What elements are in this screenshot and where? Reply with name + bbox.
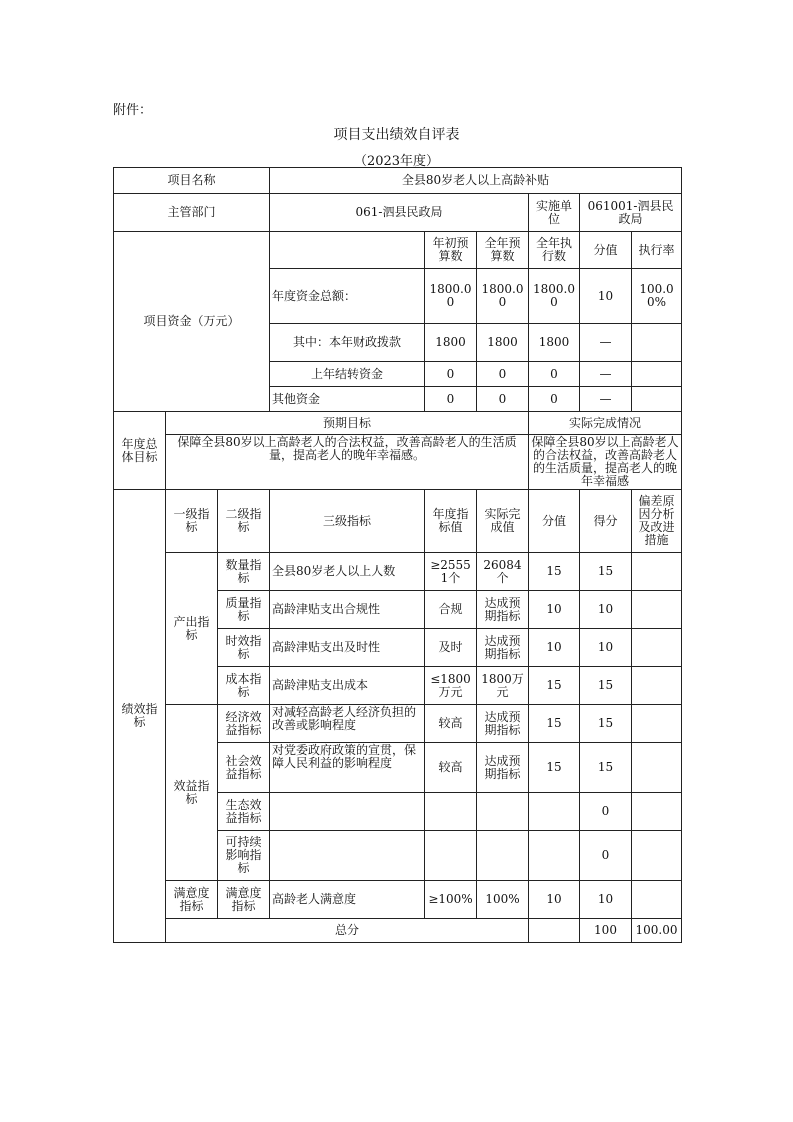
indicator-value	[529, 831, 580, 881]
fund-row-rate	[632, 324, 682, 362]
attachment-label: 附件：	[113, 103, 153, 118]
dept-label: 主管部门	[114, 194, 270, 232]
indicator-note	[632, 667, 682, 705]
fund-row-name: 年度资金总额：	[270, 269, 425, 324]
perf-header: 分值	[529, 490, 580, 553]
fund-row-annual: 0	[477, 387, 529, 412]
fund-row-score-value: —	[580, 362, 632, 387]
perf-header: 得分	[580, 490, 632, 553]
indicator-value: 10	[529, 629, 580, 667]
indicator-score: 0	[580, 831, 632, 881]
total-blank	[529, 919, 580, 943]
indicator-score: 15	[580, 743, 632, 793]
indicator-value: 15	[529, 705, 580, 743]
indicator-score: 10	[580, 629, 632, 667]
project-name-value: 全县80岁老人以上高龄补贴	[270, 168, 682, 194]
fund-row-executed: 0	[529, 387, 580, 412]
indicator-l3: 高龄津贴支出合规性	[270, 591, 425, 629]
indicator-target: ≥25551个	[425, 553, 477, 591]
perf-header: 二级指标	[218, 490, 270, 553]
funds-header: 年初预算数	[425, 232, 477, 269]
self-evaluation-table	[113, 167, 682, 943]
fund-row-rate: 100.00%	[632, 269, 682, 324]
indicator-l3	[270, 831, 425, 881]
fund-row-score-value: —	[580, 387, 632, 412]
impl-unit-label: 实施单位	[529, 194, 580, 232]
indicator-l3: 高龄津贴支出成本	[270, 667, 425, 705]
fund-row-executed: 1800	[529, 324, 580, 362]
actual-result-text: 保障全县80岁以上高龄老人的合法权益，改善高龄老人的生活质量，提高老人的晚年幸福感	[529, 435, 682, 490]
indicator-value: 10	[529, 591, 580, 629]
indicator-note	[632, 553, 682, 591]
fund-row-annual: 0	[477, 362, 529, 387]
indicator-target: 较高	[425, 743, 477, 793]
funds-label: 项目资金（万元）	[114, 232, 270, 412]
funds-header: 执行率	[632, 232, 682, 269]
indicator-score: 10	[580, 591, 632, 629]
indicator-score: 15	[580, 667, 632, 705]
actual-result-header: 实际完成情况	[529, 412, 682, 435]
fund-row-name: 其中：本年财政拨款	[270, 324, 425, 362]
indicator-actual: 1800万元	[477, 667, 529, 705]
benefit-indicators-label: 效益指标	[166, 705, 218, 881]
fund-row-initial: 0	[425, 387, 477, 412]
indicator-value: 15	[529, 743, 580, 793]
fund-row-name: 其他资金	[270, 387, 425, 412]
total-label: 总分	[166, 919, 529, 943]
indicator-score: 10	[580, 881, 632, 919]
indicator-l2: 生态效益指标	[218, 793, 270, 831]
funds-header-blank	[270, 232, 425, 269]
perf-header: 实际完成值	[477, 490, 529, 553]
indicator-actual: 达成预期指标	[477, 743, 529, 793]
indicator-actual: 达成预期指标	[477, 705, 529, 743]
indicator-l2: 质量指标	[218, 591, 270, 629]
indicator-value: 15	[529, 667, 580, 705]
indicator-l2: 成本指标	[218, 667, 270, 705]
indicator-note	[632, 743, 682, 793]
perf-header: 偏差原因分析及改进措施	[632, 490, 682, 553]
indicator-note	[632, 705, 682, 743]
total-score: 100.00	[632, 919, 682, 943]
indicator-note	[632, 793, 682, 831]
satisfaction-indicators-label: 满意度指标	[166, 881, 218, 919]
fund-row-rate	[632, 387, 682, 412]
indicator-actual	[477, 831, 529, 881]
indicator-l2: 可持续影响指标	[218, 831, 270, 881]
indicator-value	[529, 793, 580, 831]
funds-header: 全年预算数	[477, 232, 529, 269]
fund-row-score-value: —	[580, 324, 632, 362]
indicator-actual: 100%	[477, 881, 529, 919]
indicator-note	[632, 881, 682, 919]
indicator-actual: 达成预期指标	[477, 591, 529, 629]
performance-label: 绩效指标	[114, 490, 166, 943]
indicator-l2: 经济效益指标	[218, 705, 270, 743]
total-value: 100	[580, 919, 632, 943]
fund-row-annual: 1800.00	[477, 269, 529, 324]
expected-goal-text: 保障全县80岁以上高龄老人的合法权益，改善高龄老人的生活质量，提高老人的晚年幸福感。	[166, 435, 529, 490]
indicator-l3	[270, 793, 425, 831]
indicator-target	[425, 831, 477, 881]
indicator-score: 15	[580, 705, 632, 743]
indicator-actual	[477, 793, 529, 831]
indicator-l3: 高龄老人满意度	[270, 881, 425, 919]
indicator-l3: 全县80岁老人以上人数	[270, 553, 425, 591]
report-year: （2023年度）	[353, 154, 440, 169]
perf-header: 三级指标	[270, 490, 425, 553]
indicator-l2: 时效指标	[218, 629, 270, 667]
fund-row-executed: 0	[529, 362, 580, 387]
dept-value: 061-泗县民政局	[270, 194, 529, 232]
indicator-l2: 满意度指标	[218, 881, 270, 919]
output-indicators-label: 产出指标	[166, 553, 218, 705]
indicator-target: 及时	[425, 629, 477, 667]
indicator-l2: 数量指标	[218, 553, 270, 591]
fund-row-executed: 1800.00	[529, 269, 580, 324]
fund-row-annual: 1800	[477, 324, 529, 362]
fund-row-initial: 1800	[425, 324, 477, 362]
fund-row-rate	[632, 362, 682, 387]
indicator-score: 0	[580, 793, 632, 831]
impl-unit-value: 061001-泗县民政局	[580, 194, 682, 232]
indicator-l3: 高龄津贴支出及时性	[270, 629, 425, 667]
indicator-l3: 对党委政府政策的宣贯，保障人民利益的影响程度	[270, 743, 425, 793]
fund-row-initial: 1800.00	[425, 269, 477, 324]
indicator-actual: 达成预期指标	[477, 629, 529, 667]
indicator-l3: 对减轻高龄老人经济负担的改善或影响程度	[270, 705, 425, 743]
indicator-value: 15	[529, 553, 580, 591]
project-name-label: 项目名称	[114, 168, 270, 194]
indicator-note	[632, 629, 682, 667]
indicator-actual: 26084个	[477, 553, 529, 591]
funds-header: 分值	[580, 232, 632, 269]
perf-header: 年度指标值	[425, 490, 477, 553]
fund-row-score-value: 10	[580, 269, 632, 324]
indicator-target	[425, 793, 477, 831]
indicator-note	[632, 831, 682, 881]
funds-header: 全年执行数	[529, 232, 580, 269]
indicator-target: ≥100%	[425, 881, 477, 919]
fund-row-initial: 0	[425, 362, 477, 387]
indicator-note	[632, 591, 682, 629]
expected-goal-header: 预期目标	[166, 412, 529, 435]
fund-row-name: 上年结转资金	[270, 362, 425, 387]
indicator-target: 合规	[425, 591, 477, 629]
indicator-target: ≤1800万元	[425, 667, 477, 705]
indicator-target: 较高	[425, 705, 477, 743]
indicator-l2: 社会效益指标	[218, 743, 270, 793]
perf-header: 一级指标	[166, 490, 218, 553]
indicator-score: 15	[580, 553, 632, 591]
page-title: 项目支出绩效自评表	[333, 127, 460, 143]
indicator-value: 10	[529, 881, 580, 919]
annual-goals-label: 年度总体目标	[114, 412, 166, 490]
